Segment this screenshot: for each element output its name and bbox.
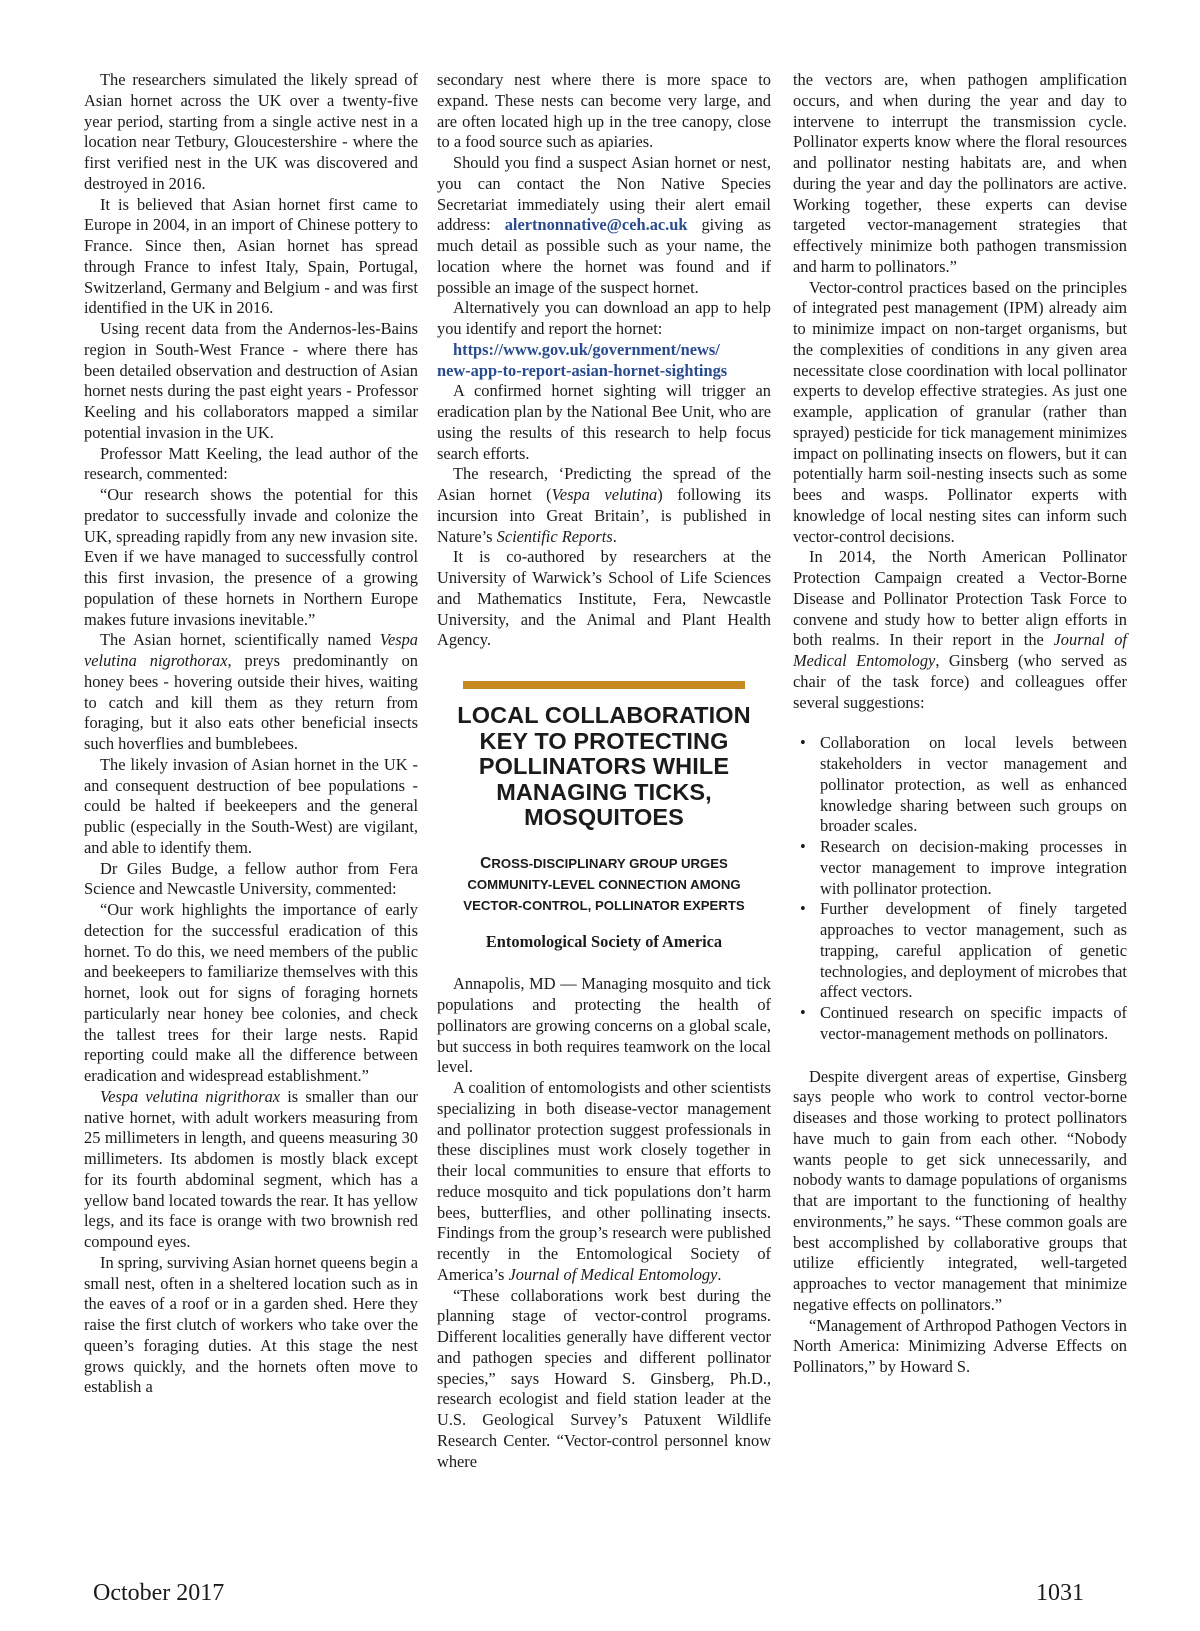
list-item-text: Collaboration on local levels between stakeholders in vector management and pollinator protection, as well as enhanced knowledge sharing between such groups on broader scales. [820,733,1127,836]
page-number: 1031 [1036,1580,1084,1606]
paragraph: It is co-authored by researchers at the University of Warwick’s School of Life Sciences and Mathematics Institute, Fera, Newcastle University, and the Animal and Plant Health Agency. [437,547,771,650]
list-item [793,1003,1127,1045]
text-run: A coalition of entomologists and other scientists specializing in both disease-vector management and pollinator protection suggest professionals in these disciplines must work closely together in their local communities to ensure that efforts to reduce mosquito and tick populations don’t harm bees, butterflies, and other pollinating insects. Findings from the group’s research were published recently in the Entomological Society of America’s [437,1078,771,1284]
paragraph: The researchers simulated the likely spread of Asian hornet across the UK over a twenty-five year period, starting from a single active nest in a location near Tetbury, Gloucestershire - where the first verified nest in the UK was discovered and destroyed in 2016. [84,70,418,193]
article-headline [437,703,771,831]
species-name: Vespa velutina nigrithorax [100,1086,281,1106]
article-column-1 [84,70,418,1398]
text-run: The Asian hornet, scientifically named [100,630,380,650]
headline-line: POLLINATORS WHILE [478,753,730,779]
alert-email-link[interactable]: alertnonnative@ceh.ac.uk [504,215,688,235]
paragraph [84,1087,418,1253]
paragraph: Professor Matt Keeling, the lead author of the research, commented: [84,443,418,484]
issue-date: October 2017 [93,1580,225,1606]
text-run: giving as much detail as possible such as your name, the location where the hornet was found and if possible an image of the suspect hornet. [437,215,771,297]
paragraph: A confirmed hornet sighting will trigger an eradication plan by the National Bee Unit, who are using the results of this research to help focus search efforts. [437,381,771,463]
subheading-line: COMMUNITY-LEVEL CONNECTION AMONG [467,876,741,892]
journal-name: Journal of Medical Entomology [793,630,1127,670]
paragraph: Alternatively you can download an app to help you identify and report the hornet: [437,298,771,338]
text-run: . [717,1264,722,1284]
paragraph: “Our work highlights the importance of early detection for the successful eradication of this hornet. To do this, we need members of the public and beekeepers to familiarize themselves with this hornet, look out for signs of foraging hornets particularly near honey bee colonies, and check the tallest trees for their large nests. Rapid reporting could make all the difference between eradication and widespread establishment.” [84,900,418,1085]
url-line: https://www.gov.uk/government/news/ [453,339,720,359]
paragraph: “These collaborations work best during the planning stage of vector-control programs. Different localities generally have different vector and pathogen species and different pollinator species,” says Howard S. Ginsberg, Ph.D., research ecologist and field station leader at the U.S. Geological Survey’s Patuxent Wildlife Research Center. “Vector-control personnel know where [437,1285,771,1471]
paragraph: The likely invasion of Asian hornet in the UK - and consequent destruction of bee populations - could be halted if beekeepers and the general public (especially in the South-West) are vigilant, and able to identify them. [84,754,418,857]
bullet-icon: • [800,733,806,753]
text-run: The research, ‘Predicting the spread of the Asian hornet ( [437,464,771,504]
paragraph [437,153,771,298]
paragraph: Vector-control practices based on the principles of integrated pest management (IPM) already aim to minimize impact on non-target organisms, but the complexities of conditions in any given area necessitate close coordination with local pollinator experts to develop effective strategies. As just one example, application of granular (rather than sprayed) pesticide for tick management minimizes impact on pollinating insects on flowers, but it can potentially harm soil-nesting insects such as some bees and wasps. Pollinator experts with knowledge of local nesting sites can inform such vector-control decisions. [793,277,1127,546]
paragraph: Despite divergent areas of expertise, Ginsberg says people who work to control vector-borne diseases and those working to protect pollinators have much to gain from each other. “Nobody wants people to get sick unnecessarily, and nobody wants to damage populations of organisms that are important to the functioning of healthy environments,” he says. “These common goals are best accomplished by collaborative groups that utilize efficiently integrated, well-targeted approaches to vector management that minimize negative effects on pollinators.” [793,1066,1127,1314]
paragraph: secondary nest where there is more space to expand. These nests can become very large, and are often located high up in the tree canopy, close to a food source such as apiaries. [437,70,771,152]
list-item-text: Further development of finely targeted approaches to vector management, such as trapping, careful application of genetic technologies, and deployment of microbes that affect vectors. [820,899,1127,1002]
article-subheading [437,853,771,916]
paragraph [437,1078,771,1286]
list-item-text: Research on decision-making processes in vector management to improve integration with pollinator protection. [820,837,1127,898]
list-item [793,837,1127,899]
journal-name: Scientific Reports [496,526,613,546]
subheading-line: VECTOR-CONTROL, POLLINATOR EXPERTS [463,897,745,913]
paragraph: Using recent data from the Andernos-les-Bains region in South-West France - where there has been detailed observation and destruction of Asian hornet nests during the past eight years - Professor Keeling and his collaborators mapped a similar potential invasion in the UK. [84,319,418,442]
bullet-icon: • [800,899,806,919]
headline-rule [463,681,745,689]
headline-line: KEY TO PROTECTING [479,727,729,754]
species-name: Vespa velutina [551,485,658,504]
headline-line: MANAGING TICKS, [496,778,712,805]
text-run: In 2014, the North American Pollinator Protection Campaign created a Vector-Borne Disease and Pollinator Protection Task Force to convene and study how to better align efforts in both realms. In their report in the [793,547,1127,650]
bullet-icon: • [800,1003,806,1022]
app-url-link[interactable] [437,340,771,382]
article-column-3 [793,70,1127,1378]
paragraph [793,547,1127,713]
journal-name: Journal of Medical Entomology [508,1264,718,1284]
text-run: . [612,526,617,546]
list-item [793,899,1127,1003]
paragraph: In spring, surviving Asian hornet queens begin a small nest, often in a sheltered location such as in the eaves of a roof or in a garden shed. Here they raise the first clutch of workers who take over the queen’s foraging duties. At this stage the nest grows quickly, and the hornets often move to establish a [84,1252,418,1397]
article-byline: Entomological Society of America [485,931,723,951]
text-run: is smaller than our native hornet, with adult workers measuring from 25 millimeters in length, and queens measuring 30 millimeters. Its abdomen is mostly black except for its fourth abdominal segment, which has a yellow band located towards the rear. It has yellow legs, and its face is orange with two brownish red compound eyes. [84,1086,418,1251]
text-run: ) following its incursion into Great Britain’, is published in Nature’s [437,485,771,546]
paragraph: It is believed that Asian hornet first came to Europe in 2004, in an import of Chinese pottery to France. Since then, Asian hornet has spread through France to infest Italy, Spain, Portugal, Switzerland, Germany and Belgium - and was first identified in the UK in 2016. [84,194,418,318]
list-item-text: Continued research on specific impacts of vector-management methods on pollinators. [820,1003,1127,1043]
text-run: , preys predominantly on honey bees - hovering outside their hives, waiting to catch and kill them as they return from foraging, but it also eats other beneficial insects such hoverflies and bumblebees. [84,651,418,753]
paragraph: the vectors are, when pathogen amplification occurs, and when during the year and day to intervene to interrupt the transmission cycle. Pollinator experts know where the floral resources and pollinator nesting habitats are, and when during the year and day the pollinators are active. Working together, these experts can devise targeted vector-management strategies that effectively minimize both pathogen transmission and harm to pollinators.” [793,70,1127,276]
paragraph [437,464,771,547]
headline-line: LOCAL COLLABORATION [457,702,751,728]
article-column-2 [437,70,771,1472]
list-item [793,733,1127,837]
bullet-icon: • [800,837,806,856]
headline-line: MOSQUITOES [524,804,684,830]
text-run: , Ginsberg (who served as chair of the task force) and colleagues offer several suggestions: [793,651,1127,712]
paragraph: Dr Giles Budge, a fellow author from Fera Science and Newcastle University, commented: [84,858,418,899]
url-line: new-app-to-report-asian-hornet-sightings [437,360,728,380]
subheading-line: CROSS-DISCIPLINARY GROUP URGES [480,854,728,872]
paragraph: “Management of Arthropod Pathogen Vectors in North America: Minimizing Adverse Effects on Pollinators,” by Howard S. [793,1315,1127,1376]
paragraph: “Our research shows the potential for this predator to successfully invade and colonize the UK, spreading rapidly from any new invasion site. Even if we have managed to successfully control this first invasion, the presence of a growing population of these hornets in Northern Europe makes future invasions inevitable.” [84,485,418,629]
suggestions-list [793,733,1127,1044]
paragraph: Annapolis, MD — Managing mosquito and tick populations and protecting the health of pollinators are growing concerns on a global scale, but success in both requires teamwork on the local level. [437,974,771,1077]
species-name: Vespa velutina nigrothorax [84,630,418,670]
paragraph [84,630,418,755]
text-run: Should you find a suspect Asian hornet or nest, you can contact the Non Native Species Secretariat immediately using their alert email address: [437,153,771,235]
